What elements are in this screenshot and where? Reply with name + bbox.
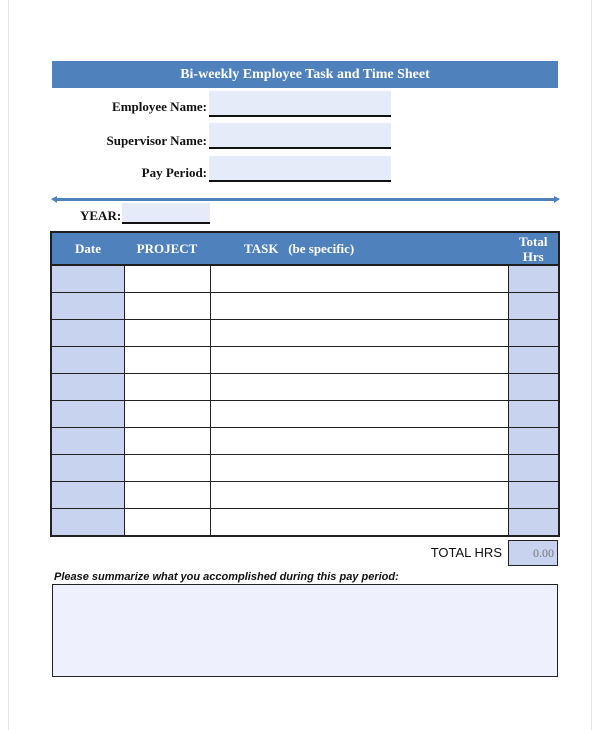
- table-row: [51, 265, 559, 293]
- year-field[interactable]: [122, 203, 210, 224]
- table-header-row: [51, 232, 559, 265]
- date-cell[interactable]: [51, 401, 124, 428]
- column-header-project: PROJECT: [124, 232, 210, 265]
- project-cell[interactable]: [124, 482, 210, 509]
- total-hrs-cell[interactable]: [508, 265, 559, 293]
- page-title: Bi-weekly Employee Task and Time Sheet: [52, 61, 558, 88]
- date-cell[interactable]: [51, 293, 124, 320]
- table-row: [51, 293, 559, 320]
- total-hrs-cell[interactable]: [508, 509, 559, 537]
- supervisor-name-label: Supervisor Name:: [106, 133, 207, 148]
- table-row: [51, 455, 559, 482]
- column-header-task-note: (be specific): [288, 240, 355, 256]
- timesheet-table: [50, 231, 560, 537]
- employee-name-field[interactable]: [209, 91, 391, 117]
- column-header-total-line1: Total: [519, 233, 548, 249]
- project-cell[interactable]: [124, 509, 210, 537]
- task-cell[interactable]: [210, 401, 508, 428]
- column-header-task-label: TASK: [244, 240, 279, 256]
- column-header-total-line2: Hrs: [522, 248, 544, 264]
- project-cell[interactable]: [124, 401, 210, 428]
- total-hrs-cell[interactable]: [508, 347, 559, 374]
- total-hrs-cell[interactable]: [508, 320, 559, 347]
- project-cell[interactable]: [124, 320, 210, 347]
- table-row: [51, 374, 559, 401]
- total-hrs-cell[interactable]: [508, 293, 559, 320]
- task-cell[interactable]: [210, 265, 508, 293]
- table-row: [51, 509, 559, 537]
- employee-name-label: Employee Name:: [112, 99, 207, 114]
- column-header-task: [210, 232, 508, 265]
- task-cell[interactable]: [210, 455, 508, 482]
- date-cell[interactable]: [51, 374, 124, 401]
- pay-period-label: Pay Period:: [141, 165, 207, 180]
- summary-prompt: Please summarize what you accomplished during this pay period:: [54, 571, 399, 583]
- total-hrs-value: 0.00: [508, 540, 558, 566]
- task-cell[interactable]: [210, 509, 508, 537]
- project-cell[interactable]: [124, 455, 210, 482]
- table-row: [51, 428, 559, 455]
- task-cell[interactable]: [210, 320, 508, 347]
- project-cell[interactable]: [124, 347, 210, 374]
- column-header-date: Date: [51, 232, 124, 265]
- task-cell[interactable]: [210, 428, 508, 455]
- project-cell[interactable]: [124, 374, 210, 401]
- total-hrs-cell[interactable]: [508, 455, 559, 482]
- task-cell[interactable]: [210, 347, 508, 374]
- year-label: YEAR:: [80, 208, 122, 223]
- date-cell[interactable]: [51, 455, 124, 482]
- date-cell[interactable]: [51, 482, 124, 509]
- table-row: [51, 401, 559, 428]
- date-cell[interactable]: [51, 428, 124, 455]
- date-cell[interactable]: [51, 320, 124, 347]
- total-hrs-cell[interactable]: [508, 428, 559, 455]
- project-cell[interactable]: [124, 428, 210, 455]
- task-cell[interactable]: [210, 482, 508, 509]
- supervisor-name-field[interactable]: [209, 123, 391, 149]
- date-cell[interactable]: [51, 347, 124, 374]
- summary-textarea[interactable]: [52, 584, 558, 677]
- divider-arrow-right: [554, 196, 560, 203]
- total-hrs-label: TOTAL HRS: [430, 545, 502, 560]
- date-cell[interactable]: [51, 509, 124, 537]
- column-header-total-hrs: [508, 232, 559, 265]
- project-cell[interactable]: [124, 293, 210, 320]
- task-cell[interactable]: [210, 293, 508, 320]
- date-cell[interactable]: [51, 265, 124, 293]
- table-row: [51, 482, 559, 509]
- pay-period-field[interactable]: [209, 156, 391, 182]
- total-hrs-cell[interactable]: [508, 482, 559, 509]
- total-hrs-cell[interactable]: [508, 374, 559, 401]
- project-cell[interactable]: [124, 265, 210, 293]
- section-divider: [56, 198, 554, 201]
- table-row: [51, 320, 559, 347]
- table-row: [51, 347, 559, 374]
- task-cell[interactable]: [210, 374, 508, 401]
- total-hrs-cell[interactable]: [508, 401, 559, 428]
